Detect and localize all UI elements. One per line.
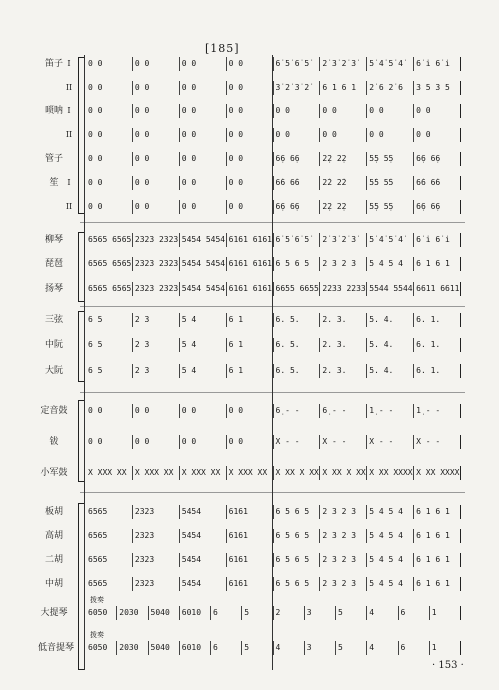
staff-row [86, 577, 461, 591]
measure: 6 1 6 1 [414, 529, 461, 543]
measure: 5. 4. [367, 364, 414, 378]
instrument-label: 二胡 [44, 555, 63, 565]
measure: 2̣2 2̣2 [320, 152, 367, 166]
measure: 5̇ 4̇ 5̇ 4̇ [367, 233, 414, 247]
measure: 2 3 2 3 [320, 257, 367, 271]
measure: 0 0 [180, 404, 227, 418]
measure: 5 4 5 4 [367, 505, 414, 519]
measure: 6 5 6 5 [274, 529, 321, 543]
measure: 0 0 [180, 128, 227, 142]
measure: 6 5 [86, 313, 133, 327]
measure: 6565 [86, 577, 133, 591]
staff-row [86, 338, 461, 352]
measure: 0 0 [86, 176, 133, 190]
measure: 0 0 [227, 104, 274, 118]
measure: 6 1 6 1 [414, 505, 461, 519]
measure: 2 [274, 606, 305, 620]
measure: 6 1 6 1 [414, 577, 461, 591]
measure: 6161 [227, 553, 274, 567]
measure: 6̇ i̇ 6̇ i̇ [414, 233, 461, 247]
measure: 2 3 2 3 [320, 553, 367, 567]
measure: 0 0 [227, 404, 274, 418]
page-number: · 153 · [432, 660, 464, 671]
measure: X XXX XX [86, 466, 133, 480]
measure: 5454 5454 [180, 282, 227, 296]
staff-row [86, 313, 461, 327]
part-number: II [65, 83, 73, 92]
measure: 6565 [86, 505, 133, 519]
part-number: II [65, 202, 73, 211]
measure: 2323 [133, 529, 180, 543]
measure: 4 [274, 641, 305, 655]
measure: 2233 2233 [320, 282, 367, 296]
measure: 0 0 [86, 128, 133, 142]
measure: 0 0 [367, 104, 414, 118]
measure: 0 0 [133, 176, 180, 190]
measure: 0 0 [133, 104, 180, 118]
staff-row [86, 364, 461, 378]
instrument-label: 大提琴 [40, 608, 68, 618]
measure: 5454 [180, 529, 227, 543]
instrument-label: 小军鼓 [40, 468, 68, 478]
measure: 2323 2323 [133, 282, 180, 296]
measure: 3 [305, 641, 336, 655]
measure: 0 0 [86, 404, 133, 418]
measure: 5 4 [180, 364, 227, 378]
instrument-label: 柳琴 [44, 235, 63, 245]
rehearsal-mark: [185] [205, 42, 240, 55]
measure: 2. 3. [320, 338, 367, 352]
measure: 6̇6 6̇6 [274, 176, 321, 190]
measure: 0 0 [133, 435, 180, 449]
measure: 6. 1. [414, 364, 461, 378]
measure: 6. 5. [274, 313, 321, 327]
measure: 0 0 [180, 176, 227, 190]
measure: X XX XXXX [367, 466, 414, 480]
staff-row [86, 176, 461, 190]
measure: 6 5 [86, 338, 133, 352]
measure: 2323 [133, 577, 180, 591]
staff-row [86, 404, 461, 418]
measure: 2323 [133, 505, 180, 519]
measure: 6 1 6 1 [414, 257, 461, 271]
measure: X XX X XX [274, 466, 321, 480]
measure: 0 0 [86, 57, 133, 71]
measure: 2323 2323 [133, 233, 180, 247]
measure: 6. 1. [414, 313, 461, 327]
measure: 3 [305, 606, 336, 620]
system-barline [84, 55, 85, 670]
measure: 6 5 6 5 [274, 577, 321, 591]
measure: 0 0 [86, 200, 133, 214]
staff-row [86, 505, 461, 519]
measure: 2̇ 3̇ 2̇ 3̇ [320, 57, 367, 71]
measure: 0 0 [227, 128, 274, 142]
measure: 2030 [117, 606, 148, 620]
staff-row [86, 81, 461, 95]
staff-row [86, 57, 461, 71]
technique-mark: 拨奏 [90, 596, 104, 604]
staff-row [86, 606, 461, 620]
measure: 0 0 [86, 152, 133, 166]
measure: X XXX XX [180, 466, 227, 480]
measure: 0 0 [86, 104, 133, 118]
measure: 0 0 [133, 152, 180, 166]
measure: 6̣ - - [320, 404, 367, 418]
measure: 5454 [180, 553, 227, 567]
measure: 2̇ 3̇ 2̇ 3̇ [320, 233, 367, 247]
measure: 5̇5 5̇5 [367, 176, 414, 190]
measure: 5454 5454 [180, 233, 227, 247]
measure: X - - [414, 435, 461, 449]
measure: 5 4 5 4 [367, 553, 414, 567]
measure: 2 3 [133, 364, 180, 378]
measure: 6 5 [86, 364, 133, 378]
measure: 0 0 [227, 81, 274, 95]
instrument-label: 三弦 [44, 315, 63, 325]
measure: 6050 [86, 606, 117, 620]
measure: 6565 6565 [86, 257, 133, 271]
measure: 1 [430, 606, 461, 620]
measure: 0 0 [227, 200, 274, 214]
part-number: I [67, 106, 71, 115]
measure: 2 3 [133, 338, 180, 352]
instrument-label: 板胡 [44, 507, 63, 517]
measure: 6050 [86, 641, 117, 655]
measure: 0 0 [133, 81, 180, 95]
measure: 1 [430, 641, 461, 655]
measure: 2̇2 2̇2 [320, 176, 367, 190]
measure: 6010 [180, 606, 211, 620]
measure: 6. 5. [274, 364, 321, 378]
measure: 0 0 [227, 176, 274, 190]
measure: 5454 5454 [180, 257, 227, 271]
measure: 6̣6 6̣6 [414, 152, 461, 166]
measure: 5454 [180, 505, 227, 519]
staff-row [86, 233, 461, 247]
measure: 2 3 2 3 [320, 577, 367, 591]
measure: 0 0 [227, 57, 274, 71]
technique-mark: 拨奏 [90, 631, 104, 639]
measure: 2. 3. [320, 313, 367, 327]
measure: 6565 [86, 529, 133, 543]
measure: 6 [399, 641, 430, 655]
instrument-label: 琵琶 [44, 259, 63, 269]
instrument-label: 低音提琴 [38, 643, 75, 653]
measure: 2̣2 2̣2 [320, 200, 367, 214]
measure: 6̇ 5̇ 6̇ 5̇ [274, 57, 321, 71]
measure: 5040 [149, 606, 180, 620]
measure: 6161 [227, 577, 274, 591]
measure: 6161 [227, 505, 274, 519]
measure: 0 0 [180, 152, 227, 166]
measure: 6611 6611 [414, 282, 461, 296]
measure: 0 0 [180, 435, 227, 449]
staff-row [86, 104, 461, 118]
staff-row [86, 128, 461, 142]
measure: 6 1 6 1 [320, 81, 367, 95]
measure: 0 0 [133, 128, 180, 142]
measure: 5 [242, 606, 273, 620]
measure: 6. 1. [414, 338, 461, 352]
instrument-label: 定音鼓 [40, 406, 68, 416]
measure: 0 0 [227, 152, 274, 166]
measure: 0 0 [414, 128, 461, 142]
measure: 0 0 [320, 128, 367, 142]
measure: 6565 6565 [86, 233, 133, 247]
measure: 0 0 [274, 128, 321, 142]
measure: 2 3 2 3 [320, 529, 367, 543]
measure: 6̣6 6̣6 [274, 200, 321, 214]
measure: 2. 3. [320, 364, 367, 378]
measure: 5̣5 5̣5 [367, 200, 414, 214]
instrument-label: 笛子 [44, 59, 63, 69]
measure: 3 5 3 5 [414, 81, 461, 95]
measure: 0 0 [180, 57, 227, 71]
measure: 6 [211, 606, 242, 620]
measure: 0 0 [274, 104, 321, 118]
measure: X - - [320, 435, 367, 449]
measure: 0 0 [133, 404, 180, 418]
staff-row [86, 466, 461, 480]
measure: 6 5 6 5 [274, 505, 321, 519]
staff-row [86, 641, 461, 655]
measure: 0 0 [227, 435, 274, 449]
measure: 6̇ 5̇ 6̇ 5̇ [274, 233, 321, 247]
measure: 5̇ 4̇ 5̇ 4̇ [367, 57, 414, 71]
measure: 2 3 [133, 313, 180, 327]
measure: 6 1 [227, 313, 274, 327]
measure: 0 0 [86, 435, 133, 449]
measure: 0 0 [180, 200, 227, 214]
staff-row [86, 435, 461, 449]
measure: 5 4 5 4 [367, 529, 414, 543]
staff-row [86, 152, 461, 166]
measure: 6161 6161 [227, 257, 274, 271]
measure: 6 [399, 606, 430, 620]
measure: 6565 [86, 553, 133, 567]
measure: 0 0 [180, 104, 227, 118]
measure: 5̣5 5̣5 [367, 152, 414, 166]
instrument-label: 钹 [49, 437, 59, 447]
measure: 0 0 [133, 57, 180, 71]
measure: 0 0 [133, 200, 180, 214]
measure: 5 4 [180, 338, 227, 352]
measure: 2030 [117, 641, 148, 655]
measure: 1̣ - - [367, 404, 414, 418]
measure: 1̣ - - [414, 404, 461, 418]
measure: 6161 [227, 529, 274, 543]
measure: 6161 6161 [227, 233, 274, 247]
measure: 5 [336, 606, 367, 620]
measure: 4 [367, 641, 398, 655]
measure: 0 0 [86, 81, 133, 95]
section-barline [272, 55, 273, 670]
measure: 6̣6 6̣6 [274, 152, 321, 166]
measure: X XX XXXX [414, 466, 461, 480]
instrument-label: 大阮 [44, 366, 63, 376]
staff-row [86, 200, 461, 214]
measure: 0 0 [367, 128, 414, 142]
measure: 5454 [180, 577, 227, 591]
part-number: I [67, 178, 71, 187]
measure: 5 4 5 4 [367, 257, 414, 271]
measure: 6̇ i̇ 6̇ i̇ [414, 57, 461, 71]
measure: 6. 5. [274, 338, 321, 352]
measure: 5 4 5 4 [367, 577, 414, 591]
staff-row [86, 257, 461, 271]
measure: 5544 5544 [367, 282, 414, 296]
measure: 6565 6565 [86, 282, 133, 296]
measure: 6̣ - - [274, 404, 321, 418]
measure: 0 0 [414, 104, 461, 118]
measure: X XXX XX [227, 466, 274, 480]
measure: 5. 4. [367, 313, 414, 327]
measure: 6̇6 6̇6 [414, 176, 461, 190]
part-number: II [65, 130, 73, 139]
measure: 4 [367, 606, 398, 620]
measure: 6 1 [227, 338, 274, 352]
measure: 6 [211, 641, 242, 655]
measure: 6 5 6 5 [274, 257, 321, 271]
measure: X - - [274, 435, 321, 449]
measure: 6 5 6 5 [274, 553, 321, 567]
measure: 6̣6 6̣6 [414, 200, 461, 214]
measure: 5 [336, 641, 367, 655]
measure: 5040 [149, 641, 180, 655]
measure: X - - [367, 435, 414, 449]
measure: 5 4 [180, 313, 227, 327]
instrument-label: 笙 [49, 178, 59, 188]
measure: 0 0 [180, 81, 227, 95]
instrument-label: 管子 [44, 154, 63, 164]
measure: 6 1 6 1 [414, 553, 461, 567]
staff-row [86, 282, 461, 296]
staff-row [86, 529, 461, 543]
measure: 2323 [133, 553, 180, 567]
instrument-label: 高胡 [44, 531, 63, 541]
measure: 6161 6161 [227, 282, 274, 296]
instrument-label: 扬琴 [44, 284, 63, 294]
measure: 6010 [180, 641, 211, 655]
instrument-label: 中胡 [44, 579, 63, 589]
staff-row [86, 553, 461, 567]
measure: 3̇ 2̇ 3̇ 2̇ [274, 81, 321, 95]
instrument-label: 唢呐 [44, 106, 63, 116]
measure: X XX X XX [320, 466, 367, 480]
measure: X XXX XX [133, 466, 180, 480]
measure: 5. 4. [367, 338, 414, 352]
measure: 2̇ 6 2̇ 6 [367, 81, 414, 95]
measure: 6 1 [227, 364, 274, 378]
measure: 5 [242, 641, 273, 655]
instrument-label: 中阮 [44, 340, 63, 350]
measure: 2323 2323 [133, 257, 180, 271]
measure: 2 3 2 3 [320, 505, 367, 519]
measure: 0 0 [320, 104, 367, 118]
measure: 6655 6655 [274, 282, 321, 296]
part-number: I [67, 59, 71, 68]
